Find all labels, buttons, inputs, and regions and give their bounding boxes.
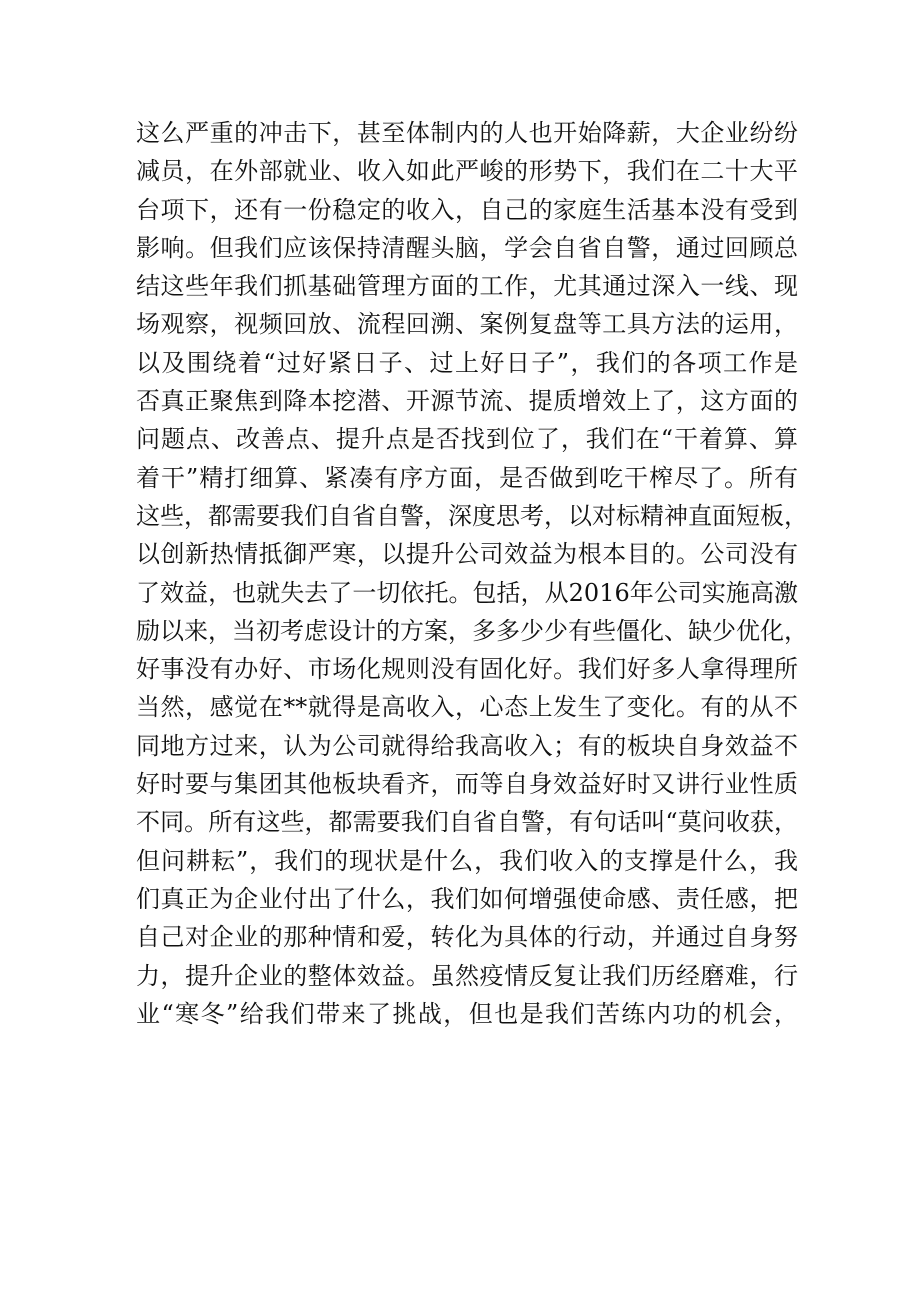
text-line: 以创新热情抵御严寒，以提升公司效益为根本目的。公司没有 — [136, 540, 798, 569]
text-line: 励以来，当初考虑设计的方案，多多少少有些僵化、缺少优化， — [136, 616, 808, 645]
text-line: 但问耕耘”，我们的现状是什么，我们收入的支撑是什么，我 — [136, 846, 798, 875]
text-line: 这么严重的冲击下，甚至体制内的人也开始降薪，大企业纷纷 — [136, 119, 798, 147]
text-line: 好事没有办好、市场化规则没有固化好。我们好多人拿得理所 — [136, 655, 798, 684]
text-line: 同地方过来，认为公司就得给我高收入；有的板块自身效益不 — [136, 731, 798, 760]
text-line: 影响。但我们应该保持清醒头脑，学会自省自警，通过回顾总 — [136, 233, 798, 262]
text-line: 们真正为企业付出了什么，我们如何增强使命感、责任感，把 — [136, 884, 798, 913]
text-line: 力，提升企业的整体效益。虽然疫情反复让我们历经磨难，行 — [136, 961, 798, 990]
text-line: 以及围绕着“过好紧日子、过上好日子”，我们的各项工作是 — [136, 348, 798, 377]
body-paragraph — [136, 114, 808, 1033]
text-line: 业“寒冬”给我们带来了挑战，但也是我们苦练内功的机会， — [136, 999, 798, 1028]
text-line: 场观察，视频回放、流程回溯、案例复盘等工具方法的运用， — [136, 310, 798, 339]
text-line: 自己对企业的那种情和爱，转化为具体的行动，并通过自身努 — [136, 923, 798, 952]
text-line: 不同。所有这些，都需要我们自省自警，有句话叫“莫问收获， — [136, 808, 798, 837]
text-line: 结这些年我们抓基础管理方面的工作，尤其通过深入一线、现 — [136, 272, 798, 301]
text-line: 减员，在外部就业、收入如此严峻的形势下，我们在二十大平 — [136, 157, 798, 186]
text-line: 当然，感觉在**就得是高收入，心态上发生了变化。有的从不 — [136, 693, 798, 722]
text-line: 着干”精打细算、紧凑有序方面，是否做到吃干榨尽了。所有 — [136, 463, 798, 492]
text-line: 好时要与集团其他板块看齐，而等自身效益好时又讲行业性质 — [136, 770, 798, 799]
text-line: 台项下，还有一份稳定的收入，自己的家庭生活基本没有受到 — [136, 195, 798, 224]
text-line: 这些，都需要我们自省自警，深度思考，以对标精神直面短板， — [136, 501, 808, 530]
text-line: 了效益，也就失去了一切依托。包括，从2016年公司实施高激 — [136, 578, 798, 607]
text-line: 问题点、改善点、提升点是否找到位了，我们在“干着算、算 — [136, 425, 798, 454]
text-line: 否真正聚焦到降本挖潜、开源节流、提质增效上了，这方面的 — [136, 387, 798, 416]
